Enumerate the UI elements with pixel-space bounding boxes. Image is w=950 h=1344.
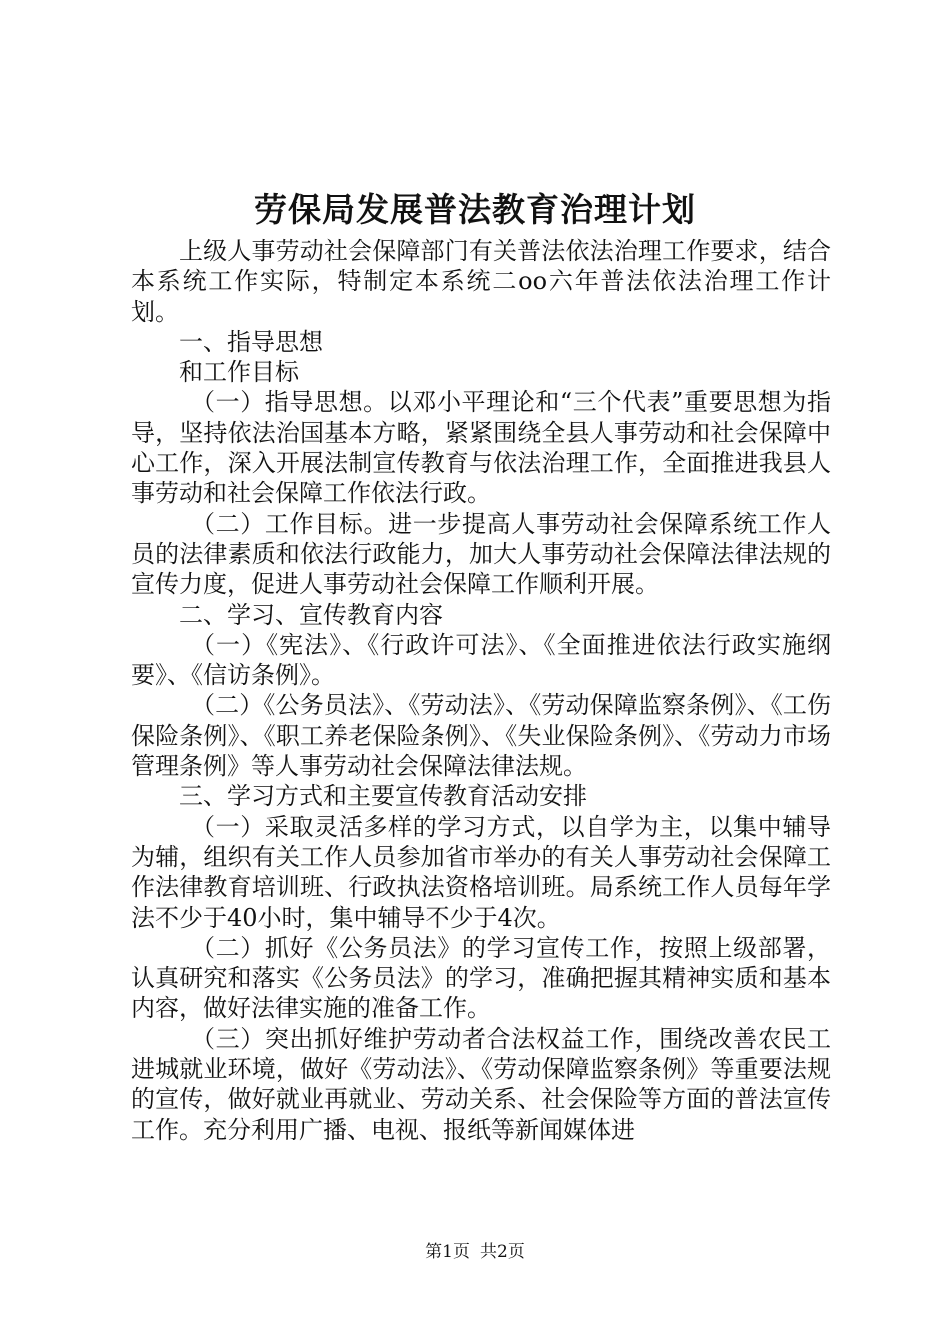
paragraph-method-2: （二）抓好《公务员法》的学习宣传工作，按照上级部署，认真研究和落实《公务员法》的学习，准确把握其精神实质和基本内容，做好法律实施的准备工作。 — [131, 933, 831, 1023]
paragraph-method-1: （一）采取灵活多样的学习方式，以自学为主，以集中辅导为辅，组织有关工作人员参加省市举办的有关人事劳动社会保障工作法律教育培训班、行政执法资格培训班。局系统工作人员每年学法不少于40小时，集中辅导不少于4次。 — [131, 812, 831, 932]
paragraph-content-1: （一）《宪法》、《行政许可法》、《全面推进依法行政实施纲要》、《信访条例》。 — [131, 630, 831, 690]
section-heading-3: 三、学习方式和主要宣传教育活动安排 — [179, 782, 587, 811]
paragraph-intro: 上级人事劳动社会保障部门有关普法依法治理工作要求，结合本系统工作实际，特制定本系统二oo六年普法依法治理工作计划。 — [131, 237, 831, 326]
section-heading-1-cont: 和工作目标 — [179, 358, 299, 387]
document-title: 劳保局发展普法教育治理计划 — [254, 190, 696, 229]
section-heading-1: 一、指导思想 — [179, 327, 323, 356]
paragraph-work-goal: （二）工作目标。进一步提高人事劳动社会保障系统工作人员的法律素质和依法行政能力，加大人事劳动社会保障法律法规的宣传力度，促进人事劳动社会保障工作顺利开展。 — [131, 509, 831, 599]
document-body — [131, 236, 831, 1145]
paragraph-guiding-thought: （一）指导思想。以邓小平理论和“三个代表”重要思想为指导，坚持依法治国基本方略，紧紧围绕全县人事劳动和社会保障中心工作，深入开展法制宣传教育与依法治理工作，全面推进我县人事劳动和社会保障工作依法行政。 — [131, 388, 831, 508]
page-total: 共2页 — [480, 1242, 525, 1262]
paragraph-method-3: （三）突出抓好维护劳动者合法权益工作，围绕改善农民工进城就业环境，做好《劳动法》、《劳动保障监察条例》等重要法规的宣传，做好就业再就业、劳动关系、社会保险等方面的普法宣传工作。充分利用广播、电视、报纸等新闻媒体进 — [131, 1024, 831, 1144]
paragraph-content-2: （二）《公务员法》、《劳动法》、《劳动保障监察条例》、《工伤保险条例》、《职工养老保险条例》、《失业保险条例》、《劳动力市场管理条例》等人事劳动社会保障法律法规。 — [131, 691, 831, 781]
section-heading-2: 二、学习、宣传教育内容 — [179, 600, 443, 629]
page-footer — [0, 1241, 950, 1263]
page-number: 第1页 — [425, 1242, 470, 1262]
